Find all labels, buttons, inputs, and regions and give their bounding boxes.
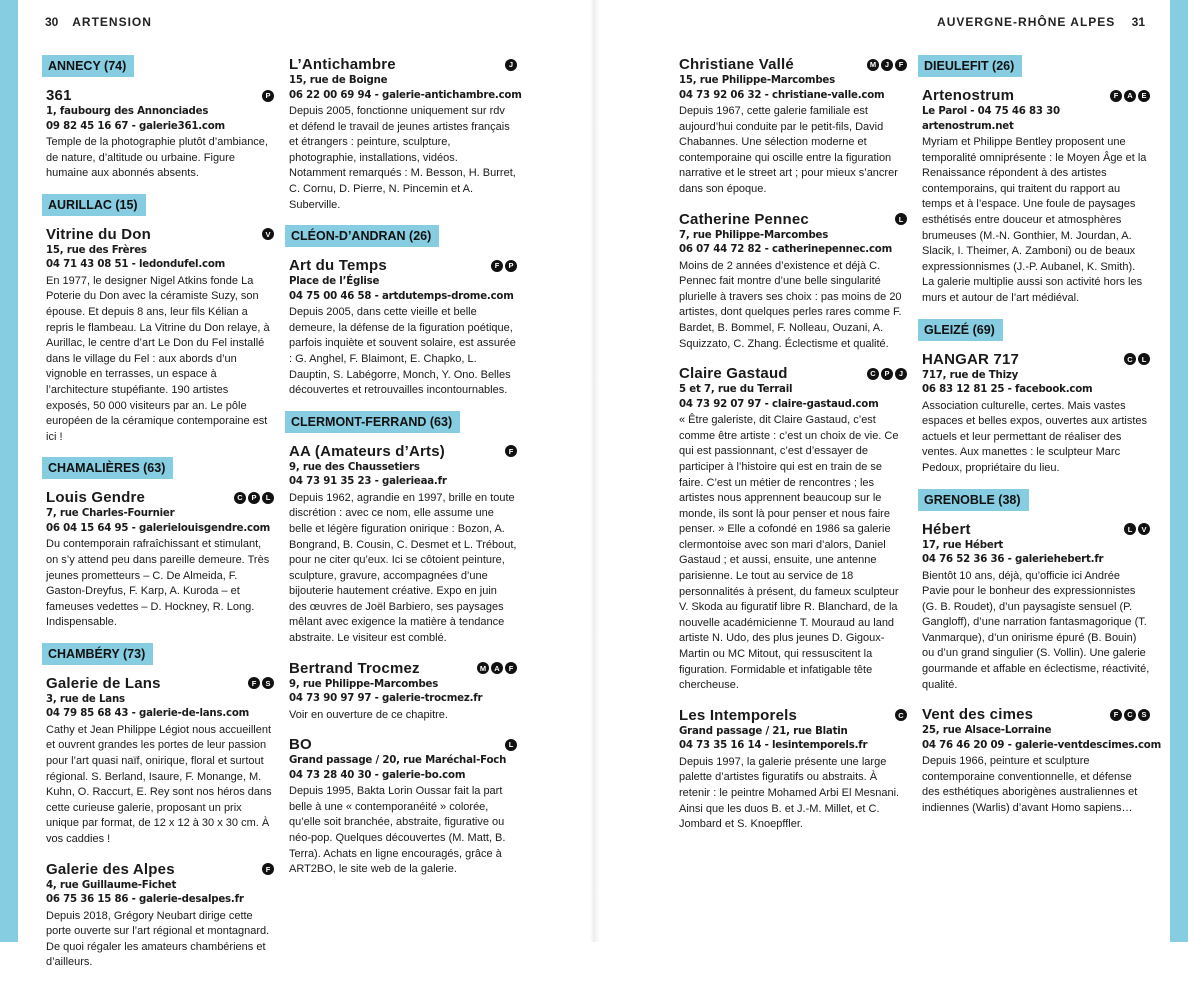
gallery-name: Les Intemporels	[679, 706, 798, 724]
category-badge: F	[505, 445, 517, 457]
gallery-address: 7, rue Charles-Fournier	[46, 508, 175, 520]
column-3	[679, 55, 907, 845]
city-heading: CLERMONT-FERRAND (63)	[285, 411, 460, 433]
gallery-entry	[289, 659, 517, 724]
category-badge: L	[895, 213, 907, 225]
gallery-name: BO	[289, 736, 312, 754]
city-heading: AURILLAC (15)	[42, 194, 146, 216]
gallery-name: Claire Gastaud	[679, 365, 788, 383]
category-badges	[477, 662, 517, 674]
gallery-description: Depuis 2005, dans cette vieille et belle demeure, la défense de la figuration poétique, parfois inquiète et souvent solaire, est assurée : G. Anghel, F. Blaimont, E. Chapko, L. Dauptin, S. Labégorre, Monch, Y. Ono. Belles découvertes et retrouvailles incontournables.	[289, 306, 516, 397]
gallery-description: Myriam et Philippe Bentley proposent une temporalité omniprésente : le Moyen Âge et la Renaissance répondent à des artistes contemporains, qui traitent du rapport au temps et à l’espace. Une foule de paysages esthétisés entre douceur et atmosphères brumeuses (M.-N. Gonthier, M. Jourdan, A. Slacik, I. Theimer, A. Zamboni) ou de beaux expressionnismes (J.-P. Aubanel, K. Smith). La galerie multiplie aussi son activité hors les murs et autour de l’art médiéval.	[922, 136, 1147, 304]
gallery-heading	[679, 55, 907, 74]
city-heading: CHAMBÉRY (73)	[42, 643, 153, 665]
gallery-name: 361	[46, 87, 72, 104]
gallery-contact: 04 73 28 40 30 - galerie-bo.com	[289, 769, 466, 781]
gallery-contact: 04 73 90 97 97 - galerie-trocmez.fr	[289, 693, 483, 705]
gallery-description: Depuis 1997, la galerie présente une large palette d’artistes figuratifs ou abstraits. À retenir : le peintre Mohamed Arbi El Mesnani. Ainsi que les duos B. et J.-M. Millet, et C. Jombard et S. Knoepffler.	[679, 755, 900, 831]
gallery-name: Hébert	[922, 520, 971, 538]
gallery-entry	[289, 735, 517, 878]
gallery-description: Cathy et Jean Philippe Légiot nous accueillent et ouvrent grandes les portes de leur passion pour l’art quasi naïf, onirique, floral et surtout régional. S. Berland, Isaure, F. Monange, M. Kuhn, O. Raccurt, E. Rey sont nos héros dans cette curieuse galerie, proposant un prix unique par format, de 12 x 12 à 30 x 30 cm. À vos caddies !	[46, 723, 272, 846]
gallery-heading	[46, 225, 274, 244]
gallery-entry	[289, 55, 522, 213]
gallery-entry	[679, 55, 907, 198]
category-badges	[1110, 90, 1150, 102]
category-badges	[1124, 523, 1150, 535]
category-badge: L	[1138, 353, 1150, 365]
gallery-contact: 04 75 00 46 58 - artdutemps-drome.com	[289, 290, 514, 302]
gallery-contact: 04 76 52 36 36 - galeriehebert.fr	[922, 554, 1104, 565]
page-edge-left	[0, 0, 18, 942]
gallery-heading	[922, 520, 1150, 539]
category-badge: P	[262, 90, 274, 102]
gallery-entry	[922, 705, 1161, 816]
gallery-contact: 06 83 12 81 25 - facebook.com	[922, 384, 1093, 396]
gallery-address: 9, rue des Chaussetiers	[289, 461, 420, 473]
gallery-heading	[289, 659, 517, 678]
gallery-entry	[289, 256, 517, 399]
gallery-contact: artenostrum.net	[922, 120, 1014, 132]
category-badge: A	[1124, 90, 1136, 102]
city-heading: CHAMALIÈRES (63)	[42, 457, 173, 479]
category-badge: F	[1110, 709, 1122, 721]
category-badges	[262, 228, 274, 240]
gallery-entry	[46, 674, 274, 848]
gallery-address: 7, rue Philippe-Marcombes	[679, 229, 829, 241]
gallery-name: Christiane Vallé	[679, 56, 794, 73]
gallery-description: Depuis 1995, Bakta Lorin Oussar fait la part belle à une « contemporanéité » colorée, qu’elle soit branchée, abstraite, figurative ou néo-pop. Quelques découvertes (M. Matt, B. Terra). Achats en ligne encouragés, grâce à ART2BO, le site web de la galerie.	[289, 785, 506, 876]
gallery-address: 717, rue de Thizy	[922, 369, 1019, 381]
gallery-name: Louis Gendre	[46, 489, 146, 507]
gallery-contact: 06 07 44 72 82 - catherinepennec.com	[679, 244, 892, 256]
gallery-entry	[289, 442, 517, 647]
category-badge: E	[1138, 90, 1150, 102]
gallery-description: Depuis 1967, cette galerie familiale est aujourd’hui conduite par le petit-fils, David Chabannes. Une sélection moderne et contemporaine qui oscille entre la figuration narrative et le street art ; pour mieux s’ancrer dans son époque.	[679, 105, 898, 195]
category-badge: L	[262, 492, 274, 504]
gallery-name: Artenostrum	[922, 87, 1015, 104]
gallery-address: 1, faubourg des Annonciades	[46, 106, 209, 117]
category-badges	[234, 492, 274, 504]
gallery-contact: 06 75 36 15 86 - galerie-desalpes.fr	[46, 894, 244, 906]
gallery-name: Galerie de Lans	[46, 674, 161, 692]
gallery-description: Depuis 1966, peinture et sculpture contemporaine conventionnelle, et défense des esthétiques aborigènes australiennes et indiennes (Warlis) d’avant Homo sapiens…	[922, 755, 1138, 815]
left-running-header	[45, 15, 152, 29]
gallery-contact: 09 82 45 16 67 - galerie361.com	[46, 120, 225, 132]
category-badges	[895, 709, 907, 721]
category-badge: C	[234, 492, 246, 504]
category-badge: J	[505, 59, 517, 71]
gallery-heading	[922, 350, 1150, 369]
category-badge: J	[895, 368, 907, 380]
category-badge: P	[248, 492, 260, 504]
gallery-description: Association culturelle, certes. Mais vastes espaces et belles expos, ouvertes aux artistes actuels et leur permettant de réaliser des ventes. Aux manettes : le sculpteur Marc Pedoux, propriétaire du lieu.	[922, 399, 1148, 474]
gallery-heading	[289, 735, 517, 754]
gallery-name: L’Antichambre	[289, 56, 396, 73]
category-badges	[505, 445, 517, 457]
category-badge: C	[1124, 353, 1136, 365]
category-badges	[262, 90, 274, 102]
gallery-entry	[922, 86, 1150, 307]
gallery-name: AA (Amateurs d’Arts)	[289, 442, 445, 460]
gallery-contact: 04 73 35 16 14 - lesintemporels.fr	[679, 740, 868, 752]
category-badges	[895, 213, 907, 225]
category-badges	[491, 260, 517, 272]
gallery-description: En 1977, le designer Nigel Atkins fonde La Poterie du Don avec la céramiste Suzy, son épouse. Et depuis 8 ans, leur fils Kélian a repris le flambeau. La Vitrine du Don relaye, à Aurillac, le centre d’art Le Don du Fel installé dans le village du Fel : aux abords d’un vignoble en terrasses, un espace à l’architecture stupéfiante. 190 artistes exposés, 50 000 visiteurs par an. Le pôle européen de la céramique contemporaine est ici !	[46, 274, 270, 443]
gallery-address: 15, rue des Frères	[46, 244, 147, 256]
category-badge: C	[1124, 709, 1136, 721]
category-badges	[1124, 353, 1150, 365]
gallery-entry	[922, 520, 1150, 694]
gallery-heading	[289, 55, 517, 74]
city-heading: GRENOBLE (38)	[918, 489, 1029, 511]
gallery-name: HANGAR 717	[922, 350, 1020, 368]
gallery-address: 15, rue de Boigne	[289, 75, 388, 86]
book-gutter	[590, 0, 600, 942]
gallery-address: Grand passage / 20, rue Maréchal-Foch	[289, 755, 507, 767]
gallery-entry	[46, 86, 274, 182]
category-badge: S	[262, 677, 274, 689]
gallery-entry	[46, 488, 274, 631]
gallery-entry	[679, 210, 907, 353]
category-badge: F	[1110, 90, 1122, 102]
category-badge: F	[491, 260, 503, 272]
gallery-contact: 04 71 43 08 51 - ledondufel.com	[46, 259, 226, 271]
category-badge: L	[1124, 523, 1136, 535]
category-badge: L	[505, 739, 517, 751]
gallery-contact: 04 73 92 07 97 - claire-gastaud.com	[679, 398, 879, 410]
city-heading: CLÉON-D’ANDRAN (26)	[285, 225, 439, 247]
category-badges	[867, 59, 907, 71]
category-badge: C	[895, 709, 907, 721]
gallery-name: Vitrine du Don	[46, 225, 152, 243]
gallery-entry	[922, 350, 1150, 477]
gallery-heading	[922, 86, 1150, 105]
gallery-address: 15, rue Philippe-Marcombes	[679, 75, 835, 86]
gallery-description: Du contemporain rafraîchissant et stimulant, on s’y attend peu dans pareille demeure. Très jeunes prometteurs – C. De Almeida, F. Gaston-Dreyfus, F. Karp, A. Kuroda – et fameuses vedettes – D. Hockney, R. Long. Indispensable.	[46, 538, 270, 629]
left-page-title: ARTENSION	[72, 15, 152, 29]
gallery-heading	[46, 674, 274, 693]
category-badge: F	[248, 677, 260, 689]
gallery-address: Grand passage / 21, rue Blatin	[679, 725, 848, 737]
city-heading: ANNECY (74)	[42, 55, 134, 77]
gallery-name: Bertrand Trocmez	[289, 659, 420, 677]
gallery-contact: 04 79 85 68 43 - galerie-de-lans.com	[46, 708, 250, 720]
gallery-contact: 06 22 00 69 94 - galerie-antichambre.com	[289, 89, 522, 101]
gallery-contact: 04 73 92 06 32 - christiane-valle.com	[679, 89, 885, 101]
category-badges	[867, 368, 907, 380]
gallery-heading	[46, 860, 274, 879]
city-heading: GLEIZÉ (69)	[918, 319, 1003, 341]
gallery-description: Temple de la photographie plutôt d’ambiance, de nature, d’altitude ou urbaine. Figure humaine aux abonnés absents.	[46, 136, 268, 180]
gallery-heading	[679, 210, 907, 229]
gallery-address: 17, rue Hébert	[922, 539, 1004, 551]
gallery-name: Vent des cimes	[922, 706, 1034, 724]
column-1	[46, 55, 274, 983]
gallery-description: Depuis 2018, Grégory Neubart dirige cette porte ouverte sur l’art régional et montagnard. De quoi régaler les amateurs chambériens et d’ailleurs.	[46, 909, 270, 969]
gallery-address: 9, rue Philippe-Marcombes	[289, 678, 439, 690]
category-badges	[262, 863, 274, 875]
category-badge: S	[1138, 709, 1150, 721]
gallery-heading	[46, 488, 274, 507]
category-badge: F	[262, 863, 274, 875]
category-badge: V	[1138, 523, 1150, 535]
gallery-name: Art du Temps	[289, 257, 387, 275]
gallery-heading	[289, 256, 517, 275]
gallery-heading	[679, 364, 907, 383]
category-badge: C	[867, 368, 879, 380]
category-badges	[248, 677, 274, 689]
gallery-description: Moins de 2 années d’existence et déjà C. Pennec fait montre d’une belle singularité plurielle à travers ses choix : pas moins de 20 artistes, dont quelques perles rares comme F. Bardet, B. Bommel, F. Nolleau, Ouzani, A. Squizzato, C. Zhang. Éclectisme et qualité.	[679, 259, 902, 350]
category-badge: F	[895, 59, 907, 71]
category-badges	[505, 59, 517, 71]
left-page-number: 30	[45, 15, 59, 29]
gallery-heading	[289, 442, 517, 461]
gallery-description: Depuis 2005, fonctionne uniquement sur rdv et défend le travail de jeunes artistes français et étrangers : peinture, sculpture, photographie, installations, vidéos. Notamment remarqués : M. Besson, H. Burret, C. Cornu, D. Pierre, N. Pincemin et A. Suberville.	[289, 105, 516, 211]
column-4	[922, 55, 1161, 829]
gallery-heading	[46, 86, 274, 105]
category-badge: M	[867, 59, 879, 71]
gallery-description: « Être galeriste, dit Claire Gastaud, c’est comme être artiste : c’est un choix de vie. Ce qui est passionnant, c’est d’essayer de participer à l’histoire qui est en train de se faire. C’est un métier de rencontres ; les artistes nous apprennent beaucoup sur le monde, ils sont là pour penser et nous faire penser. » Elle a cofondé en 1986 sa galerie clermontoise avec son mari d’alors, Daniel Gastaud ; et aussi, ensuite, une antenne parisienne. Le tout au service de 18 personnalités à présent, du fameux sculpteur V. Skoda au figuratif libre R. Blanchard, de la nouvelle académicienne T. Mouraud au land artiste N. Udo, des plus jeunes D. Gigoux-Martin ou MC Mitout, qui ressuscitent la figuration. Formidable et infatigable tête chercheuse.	[679, 414, 899, 692]
category-badge: V	[262, 228, 274, 240]
gallery-entry	[679, 364, 907, 694]
gallery-address: 3, rue de Lans	[46, 693, 125, 705]
gallery-address: Le Parol - 04 75 46 83 30	[922, 106, 1060, 117]
right-running-header	[937, 15, 1145, 29]
category-badge: A	[491, 662, 503, 674]
right-page-number: 31	[1131, 15, 1145, 29]
gallery-description: Depuis 1962, agrandie en 1997, brille en toute discrétion : avec ce nom, elle assume une belle et légère figuration onirique : Bozon, A. Bongrand, B. Cousin, C. Desmet et L. Trébout, pour ne citer qu’eux. Ici se côtoient peinture, sculpture, gravure, accompagnées d’une bijouterie hautement créative. Expo en juin des œuvres de Joël Barbiero, ses paysages mêlant avec exigence la matière à tendance abstraite. Le visiteur est comblé.	[289, 491, 517, 645]
gallery-contact: 06 04 15 64 95 - galerielouisgendre.com	[46, 522, 271, 534]
category-badge: P	[881, 368, 893, 380]
page-edge-right	[1170, 0, 1188, 942]
gallery-contact: 04 76 46 20 09 - galerie-ventdescimes.com	[922, 739, 1161, 751]
right-page-title: AUVERGNE-RHÔNE ALPES	[937, 15, 1116, 29]
gallery-entry	[679, 706, 907, 833]
gallery-entry	[46, 860, 274, 971]
category-badge: J	[881, 59, 893, 71]
category-badge: P	[505, 260, 517, 272]
gallery-name: Galerie des Alpes	[46, 860, 175, 878]
category-badge: F	[505, 662, 517, 674]
gallery-address: 4, rue Guillaume-Fichet	[46, 879, 177, 891]
column-2	[289, 55, 522, 890]
gallery-heading	[679, 706, 907, 725]
gallery-name: Catherine Pennec	[679, 210, 809, 228]
gallery-description: Bientôt 10 ans, déjà, qu’officie ici Andrée Pavie pour le bonheur des expressionnistes (G. B. Roudet), d’un paysagiste sensuel (P. Gangloff), d’une narration fantasmagorique (T. Vanmarque), d’un onirisme épuré (B. Bouin) ou d’un grand singulier (S. Vollin). Une galerie gourmande et affable en éclectisme, réactivité, qualité.	[922, 569, 1150, 691]
category-badge: M	[477, 662, 489, 674]
city-heading: DIEULEFIT (26)	[918, 55, 1022, 77]
gallery-entry	[46, 225, 274, 446]
category-badges	[1110, 709, 1150, 721]
category-badges	[505, 739, 517, 751]
gallery-heading	[922, 705, 1150, 724]
gallery-address: 5 et 7, rue du Terrail	[679, 384, 793, 396]
gallery-contact: 04 73 91 35 23 - galerieaa.fr	[289, 476, 447, 488]
gallery-description: Voir en ouverture de ce chapitre.	[289, 708, 448, 721]
gallery-address: 25, rue Alsace-Lorraine	[922, 725, 1052, 737]
gallery-address: Place de l’Église	[289, 276, 380, 288]
